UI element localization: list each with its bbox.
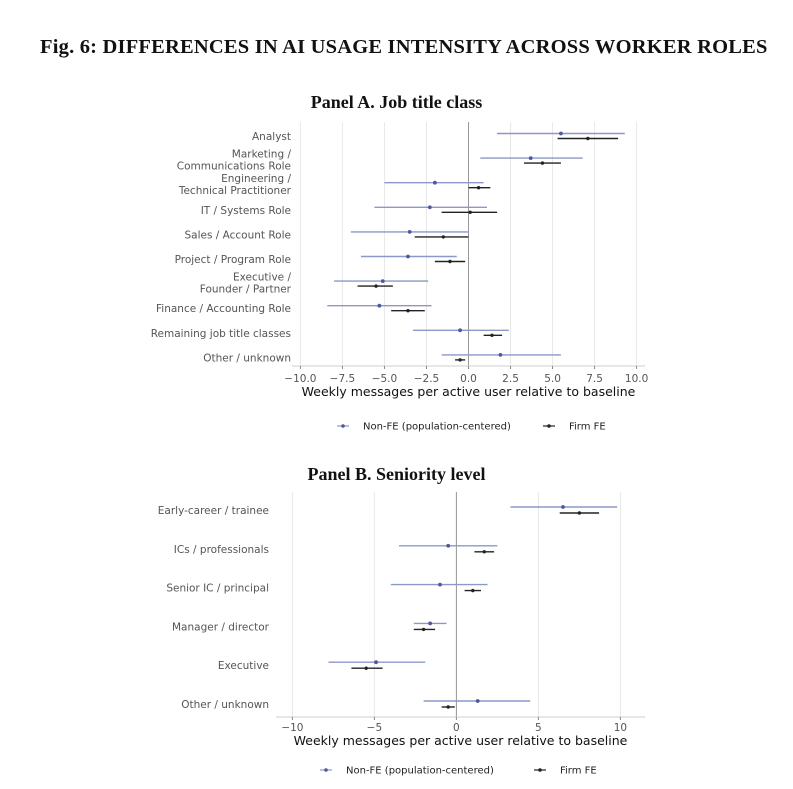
panel-a-category-label: Finance / Accounting Role	[156, 303, 291, 316]
panel-a-x-tick-label: 2.5	[502, 373, 519, 385]
panel-b-legend	[320, 766, 597, 777]
panel-a-firm-fe-point	[541, 161, 544, 164]
panel-a-firm-fe-point	[406, 309, 409, 312]
panel-b-non-fe-point	[374, 660, 378, 664]
panel-a-non-fe-point	[499, 353, 503, 357]
panel-a-chart	[151, 122, 649, 433]
panel-a-category-label-line: Communications Role	[176, 160, 291, 173]
panel-b-non-fe-point	[561, 505, 565, 509]
panel-b-title: Panel B. Seniority level	[307, 464, 486, 484]
panel-b-firm-fe-point	[365, 667, 368, 670]
panel-a-firm-fe-point	[490, 334, 493, 337]
panel-a-legend-label: Firm FE	[569, 421, 606, 433]
panel-a-non-fe-point	[529, 156, 533, 160]
panel-b-x-axis-title: Weekly messages per active user relative to baseline	[293, 733, 628, 748]
figure-title: Fig. 6: DIFFERENCES IN AI USAGE INTENSITY ACROSS WORKER ROLES	[40, 36, 768, 58]
panel-a-firm-fe-point	[448, 260, 451, 263]
panel-a-legend-swatch-dot	[341, 424, 345, 428]
panel-a-x-tick-label: −10.0	[284, 373, 317, 385]
panel-a-x-tick-label: 0.0	[460, 373, 477, 385]
panel-b-non-fe-point	[438, 583, 442, 587]
panel-a-firm-fe-point	[586, 137, 589, 140]
panel-b-x-tick-label: 10	[613, 722, 628, 734]
panel-a-title: Panel A. Job title class	[310, 92, 483, 112]
panel-b-firm-fe-point	[447, 705, 450, 708]
panel-b-category-label: Manager / director	[172, 621, 269, 634]
panel-b-firm-fe-point	[471, 589, 474, 592]
panel-b-category-label: Other / unknown	[181, 699, 269, 711]
panel-a-category-label	[177, 149, 292, 173]
panel-b-x-tick-label: −5	[366, 722, 383, 734]
panel-a-category-label: Other / unknown	[203, 352, 291, 365]
panel-b-x-tick-label: −10	[281, 722, 304, 734]
panel-a-legend-label: Non-FE (population-centered)	[363, 421, 511, 433]
panel-b-legend-label: Firm FE	[560, 765, 597, 777]
panel-a-legend-swatch-dot	[547, 424, 551, 428]
panel-a-non-fe-point	[433, 181, 437, 185]
panel-a-category-label: Remaining job title classes	[150, 327, 291, 340]
panel-a-x-axis-title: Weekly messages per active user relative to baseline	[301, 384, 636, 399]
panel-a-non-fe-point	[458, 328, 462, 332]
panel-a-category-label-line: Technical Practitioner	[178, 185, 291, 198]
panel-b-non-fe-point	[428, 622, 432, 626]
panel-a-legend	[337, 422, 606, 433]
panel-b-firm-fe-point	[422, 628, 425, 631]
panel-a-category-label-line: Marketing /	[231, 148, 291, 161]
panel-a-x-tick-label: −7.5	[329, 373, 356, 385]
panel-b-legend-swatch-dot	[538, 768, 542, 772]
panel-b-category-label: Early-career / trainee	[157, 505, 269, 517]
panel-a-firm-fe-point	[458, 358, 461, 361]
panel-a-category-label-line: Executive /	[233, 271, 291, 284]
panel-a-category-label-line: Founder / Partner	[199, 283, 291, 296]
panel-a-category-label: IT / Systems Role	[200, 204, 291, 217]
panel-b-x-tick-label: 5	[535, 722, 542, 734]
panel-a-category-label: Analyst	[252, 131, 291, 143]
panel-b-category-label: Executive	[217, 660, 269, 673]
panel-a-x-tick-label: 10.0	[624, 373, 649, 385]
panel-a-non-fe-point	[408, 230, 412, 234]
panel-b-category-label: ICs / professionals	[173, 543, 269, 556]
panel-a-firm-fe-point	[374, 284, 377, 287]
panel-b-firm-fe-point	[483, 550, 486, 553]
panel-b-legend-swatch-dot	[324, 768, 328, 772]
panel-a-category-label	[200, 272, 292, 296]
panel-a-category-label: Sales / Account Role	[184, 229, 291, 242]
panel-a-firm-fe-point	[442, 235, 445, 238]
panel-b-firm-fe-point	[578, 511, 581, 514]
panel-a-category-label: Project / Program Role	[174, 254, 291, 266]
panel-b-legend-label: Non-FE (population-centered)	[346, 765, 494, 777]
panel-a-x-tick-label: −2.5	[413, 373, 440, 385]
panel-a-x-tick-label: 5.0	[544, 373, 561, 385]
panel-a-non-fe-point	[559, 132, 563, 136]
panel-b-non-fe-point	[446, 544, 450, 548]
panel-a-category-label-line: Engineering /	[221, 173, 291, 186]
panel-a-x-tick-label: 7.5	[586, 373, 603, 385]
panel-a-non-fe-point	[381, 279, 385, 283]
panel-a-non-fe-point	[378, 304, 382, 308]
panel-a-non-fe-point	[428, 205, 432, 209]
panel-b-x-tick-label: 0	[453, 722, 460, 734]
panel-b-chart	[158, 492, 645, 777]
panel-b-non-fe-point	[476, 699, 480, 703]
panel-a-non-fe-point	[406, 255, 410, 259]
panel-b-category-label: Senior IC / principal	[166, 582, 269, 595]
panel-a-firm-fe-point	[477, 186, 480, 189]
panel-a-category-label	[178, 173, 292, 197]
panel-a-x-tick-label: −5.0	[371, 373, 398, 385]
panel-a-firm-fe-point	[468, 211, 471, 214]
